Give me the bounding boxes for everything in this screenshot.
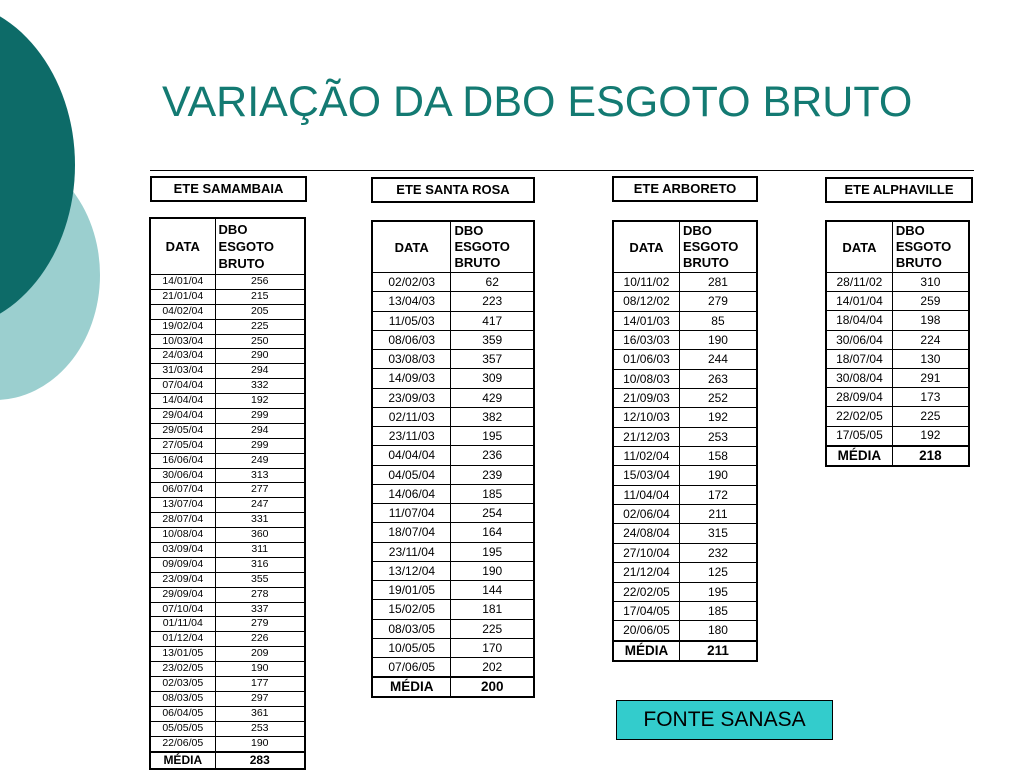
table-header-row [372,221,534,273]
cell-dbo: 332 [215,379,305,394]
table-row [613,389,757,408]
table-row [613,563,757,582]
mean-value: 211 [679,641,757,661]
header-date: DATA [150,218,215,275]
cell-date: 29/05/04 [150,423,215,438]
cell-date: 23/09/03 [372,388,451,407]
cell-date: 03/09/04 [150,543,215,558]
table-row [372,581,534,600]
cell-dbo: 294 [215,423,305,438]
cell-dbo: 232 [679,543,757,562]
cell-dbo: 297 [215,691,305,706]
cell-date: 14/06/04 [372,484,451,503]
table-row [613,447,757,466]
ete-santa-rosa-table [371,220,535,698]
cell-dbo: 224 [892,330,969,349]
cell-dbo: 223 [451,292,534,311]
table-row [372,504,534,523]
table-row [613,621,757,641]
table-row [613,427,757,446]
cell-dbo: 337 [215,602,305,617]
table-row [150,557,305,572]
cell-date: 11/07/04 [372,504,451,523]
mean-value: 283 [215,752,305,769]
cell-date: 04/02/04 [150,304,215,319]
cell-date: 29/09/04 [150,587,215,602]
cell-date: 19/02/04 [150,319,215,334]
table-row [150,543,305,558]
table-row [150,394,305,409]
cell-date: 27/05/04 [150,438,215,453]
cell-dbo: 180 [679,621,757,641]
header-dbo-line: BRUTO [895,254,942,270]
cell-dbo: 185 [451,484,534,503]
table-row [372,446,534,465]
table-header-row [613,221,757,273]
cell-dbo: 190 [215,736,305,751]
cell-dbo: 195 [451,542,534,561]
cell-dbo: 190 [451,561,534,580]
cell-date: 14/01/03 [613,311,679,330]
table-row [150,647,305,662]
cell-dbo: 244 [679,350,757,369]
table-row [613,505,757,524]
ete-santa-rosa-name-box: ETE SANTA ROSA [371,177,535,203]
cell-date: 21/09/03 [613,389,679,408]
cell-dbo: 290 [215,349,305,364]
cell-date: 11/02/04 [613,447,679,466]
header-dbo-line: ESGOTO [895,239,952,255]
cell-dbo: 259 [892,292,969,311]
table-row [150,617,305,632]
cell-dbo: 253 [679,427,757,446]
cell-dbo: 130 [892,349,969,368]
cell-date: 20/06/05 [613,621,679,641]
mean-value: 218 [892,446,969,466]
cell-date: 23/11/03 [372,427,451,446]
cell-date: 02/02/03 [372,273,451,292]
cell-date: 18/07/04 [826,349,892,368]
cell-date: 09/09/04 [150,557,215,572]
cell-date: 02/11/03 [372,407,451,426]
table-row [826,426,969,446]
ete-alphaville-name-box: ETE ALPHAVILLE [825,177,973,203]
cell-date: 28/11/02 [826,273,892,292]
cell-date: 18/07/04 [372,523,451,542]
cell-date: 21/01/04 [150,289,215,304]
table-row [372,484,534,503]
header-dbo-line: DBO [682,223,712,239]
header-date: DATA [613,221,679,273]
table-row [826,407,969,426]
cell-date: 11/04/04 [613,485,679,504]
cell-dbo: 311 [215,543,305,558]
cell-date: 10/08/03 [613,369,679,388]
cell-date: 24/08/04 [613,524,679,543]
cell-date: 13/07/04 [150,498,215,513]
cell-date: 10/11/02 [613,273,679,292]
cell-date: 24/03/04 [150,349,215,364]
table-row [372,619,534,638]
mean-row [372,677,534,697]
cell-dbo: 192 [215,394,305,409]
cell-dbo: 417 [451,311,534,330]
cell-dbo: 209 [215,647,305,662]
header-dbo-line: ESGOTO [218,238,274,254]
cell-date: 07/10/04 [150,602,215,617]
table-row [150,483,305,498]
table-row [372,465,534,484]
table-row [372,427,534,446]
table-row [150,438,305,453]
header-dbo-line: BRUTO [454,254,501,270]
mean-row [826,446,969,466]
cell-date: 11/05/03 [372,311,451,330]
cell-dbo: 249 [215,453,305,468]
cell-date: 28/09/04 [826,388,892,407]
cell-dbo: 225 [451,619,534,638]
mean-label: MÉDIA [372,677,451,697]
cell-date: 27/10/04 [613,543,679,562]
page-title: VARIAÇÃO DA DBO ESGOTO BRUTO [162,78,913,126]
cell-dbo: 247 [215,498,305,513]
cell-dbo: 190 [679,466,757,485]
header-dbo-line: DBO [218,221,248,237]
cell-date: 17/04/05 [613,601,679,620]
cell-date: 19/01/05 [372,581,451,600]
ete-samambaia-name-box: ETE SAMAMBAIA [150,176,307,202]
cell-dbo: 278 [215,587,305,602]
cell-dbo: 279 [679,292,757,311]
cell-dbo: 185 [679,601,757,620]
cell-date: 02/03/05 [150,677,215,692]
cell-date: 10/05/05 [372,638,451,657]
header-dbo-line: BRUTO [682,254,729,270]
ete-alphaville-table [825,220,970,467]
table-row [613,369,757,388]
table-row [613,311,757,330]
table-row [613,331,757,350]
cell-date: 29/04/04 [150,409,215,424]
cell-date: 10/03/04 [150,334,215,349]
cell-date: 23/11/04 [372,542,451,561]
table-row [372,388,534,407]
cell-dbo: 125 [679,563,757,582]
cell-date: 02/06/04 [613,505,679,524]
cell-dbo: 144 [451,581,534,600]
cell-date: 22/06/05 [150,736,215,751]
table-row [372,658,534,678]
table-row [372,600,534,619]
mean-label: MÉDIA [613,641,679,661]
table-row [613,582,757,601]
table-row [150,334,305,349]
table-row [150,275,305,290]
table-row [372,292,534,311]
cell-dbo: 85 [679,311,757,330]
cell-date: 01/11/04 [150,617,215,632]
cell-date: 04/04/04 [372,446,451,465]
cell-dbo: 215 [215,289,305,304]
cell-date: 10/08/04 [150,528,215,543]
table-row [613,273,757,292]
table-row [150,736,305,751]
cell-date: 23/09/04 [150,572,215,587]
mean-label: MÉDIA [150,752,215,769]
table-row [372,523,534,542]
cell-date: 21/12/03 [613,427,679,446]
cell-date: 12/10/03 [613,408,679,427]
table-row [150,453,305,468]
header-dbo [215,218,305,275]
cell-date: 13/04/03 [372,292,451,311]
cell-dbo: 225 [892,407,969,426]
cell-date: 14/01/04 [150,275,215,290]
cell-dbo: 195 [679,582,757,601]
table-row [150,423,305,438]
cell-date: 08/03/05 [150,691,215,706]
header-rule [150,170,974,171]
header-date: DATA [372,221,451,273]
cell-dbo: 173 [892,388,969,407]
cell-dbo: 361 [215,706,305,721]
table-header-row [826,221,969,273]
table-row [613,292,757,311]
cell-dbo: 190 [679,331,757,350]
cell-dbo: 357 [451,350,534,369]
cell-dbo: 316 [215,557,305,572]
cell-date: 01/12/04 [150,632,215,647]
source-label: FONTE SANASA [616,700,833,740]
table-row [150,572,305,587]
cell-dbo: 181 [451,600,534,619]
cell-dbo: 253 [215,721,305,736]
table-row [150,364,305,379]
cell-date: 15/03/04 [613,466,679,485]
cell-date: 08/12/02 [613,292,679,311]
cell-dbo: 164 [451,523,534,542]
mean-row [613,641,757,661]
header-dbo [892,221,969,273]
ete-samambaia-table [149,217,306,770]
table-row [372,407,534,426]
table-row [150,289,305,304]
table-row [150,409,305,424]
cell-date: 05/05/05 [150,721,215,736]
table-row [150,319,305,334]
cell-date: 08/03/05 [372,619,451,638]
cell-dbo: 190 [215,662,305,677]
table-row [372,273,534,292]
cell-date: 06/07/04 [150,483,215,498]
table-row [826,273,969,292]
cell-dbo: 170 [451,638,534,657]
cell-date: 08/06/03 [372,330,451,349]
table-row [613,350,757,369]
cell-date: 13/12/04 [372,561,451,580]
table-row [150,691,305,706]
table-row [150,513,305,528]
table-row [372,369,534,388]
cell-dbo: 158 [679,447,757,466]
table-row [613,601,757,620]
table-row [150,498,305,513]
cell-date: 18/04/04 [826,311,892,330]
cell-dbo: 299 [215,438,305,453]
cell-date: 28/07/04 [150,513,215,528]
cell-dbo: 309 [451,369,534,388]
cell-date: 14/09/03 [372,369,451,388]
header-dbo-line: DBO [454,223,484,239]
cell-date: 23/02/05 [150,662,215,677]
table-row [826,349,969,368]
cell-dbo: 294 [215,364,305,379]
cell-dbo: 281 [679,273,757,292]
table-row [150,528,305,543]
table-row [372,638,534,657]
cell-date: 30/06/04 [826,330,892,349]
table-row [613,408,757,427]
cell-dbo: 205 [215,304,305,319]
table-header-row [150,218,305,275]
cell-date: 07/06/05 [372,658,451,678]
cell-date: 14/04/04 [150,394,215,409]
cell-dbo: 226 [215,632,305,647]
table-row [150,706,305,721]
header-date: DATA [826,221,892,273]
table-row [372,542,534,561]
header-dbo-line: DBO [895,223,925,239]
cell-dbo: 310 [892,273,969,292]
cell-date: 16/06/04 [150,453,215,468]
cell-dbo: 263 [679,369,757,388]
cell-dbo: 195 [451,427,534,446]
table-row [150,304,305,319]
table-row [150,379,305,394]
table-row [150,587,305,602]
table-row [826,292,969,311]
table-row [150,602,305,617]
table-row [150,721,305,736]
cell-dbo: 331 [215,513,305,528]
table-row [150,349,305,364]
cell-dbo: 382 [451,407,534,426]
cell-dbo: 250 [215,334,305,349]
cell-dbo: 355 [215,572,305,587]
header-dbo-line: BRUTO [218,256,265,272]
table-row [613,524,757,543]
cell-date: 21/12/04 [613,563,679,582]
cell-dbo: 252 [679,389,757,408]
cell-date: 22/02/05 [826,407,892,426]
table-row [150,677,305,692]
cell-dbo: 429 [451,388,534,407]
cell-date: 07/04/04 [150,379,215,394]
mean-value: 200 [451,677,534,697]
header-dbo [679,221,757,273]
cell-dbo: 315 [679,524,757,543]
cell-dbo: 299 [215,409,305,424]
table-row [372,561,534,580]
mean-row [150,752,305,769]
cell-dbo: 254 [451,504,534,523]
cell-dbo: 277 [215,483,305,498]
mean-label: MÉDIA [826,446,892,466]
cell-dbo: 192 [892,426,969,446]
table-row [826,368,969,387]
cell-dbo: 279 [215,617,305,632]
table-row [150,662,305,677]
cell-date: 15/02/05 [372,600,451,619]
table-row [150,468,305,483]
cell-dbo: 202 [451,658,534,678]
cell-dbo: 236 [451,446,534,465]
table-row [613,543,757,562]
table-row [372,311,534,330]
header-dbo-line: ESGOTO [454,239,510,255]
header-dbo [451,221,534,273]
table-row [826,330,969,349]
cell-date: 01/06/03 [613,350,679,369]
cell-date: 30/08/04 [826,368,892,387]
cell-dbo: 225 [215,319,305,334]
cell-date: 13/01/05 [150,647,215,662]
cell-date: 16/03/03 [613,331,679,350]
cell-date: 22/02/05 [613,582,679,601]
cell-dbo: 211 [679,505,757,524]
table-row [613,466,757,485]
cell-date: 04/05/04 [372,465,451,484]
cell-dbo: 291 [892,368,969,387]
table-row [826,388,969,407]
table-row [613,485,757,504]
cell-date: 03/08/03 [372,350,451,369]
table-row [372,330,534,349]
cell-dbo: 172 [679,485,757,504]
table-row [826,311,969,330]
cell-dbo: 360 [215,528,305,543]
cell-dbo: 192 [679,408,757,427]
ete-arboreto-table [612,220,758,662]
cell-date: 14/01/04 [826,292,892,311]
cell-dbo: 62 [451,273,534,292]
cell-date: 31/03/04 [150,364,215,379]
table-row [150,632,305,647]
cell-dbo: 313 [215,468,305,483]
cell-date: 30/06/04 [150,468,215,483]
cell-date: 06/04/05 [150,706,215,721]
header-dbo-line: ESGOTO [682,239,739,255]
table-row [372,350,534,369]
cell-dbo: 198 [892,311,969,330]
cell-dbo: 177 [215,677,305,692]
cell-dbo: 359 [451,330,534,349]
ete-arboreto-name-box: ETE ARBORETO [612,176,758,202]
cell-date: 17/05/05 [826,426,892,446]
cell-dbo: 239 [451,465,534,484]
cell-dbo: 256 [215,275,305,290]
